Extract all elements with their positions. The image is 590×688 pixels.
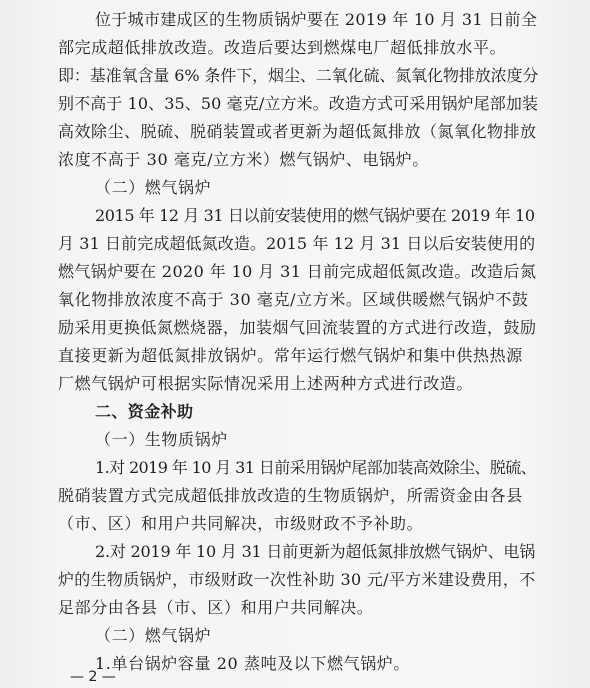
text-line: 位于城市建成区的生物质锅炉要在 2019 年 10 月 31 日前全: [95, 10, 538, 29]
text-line: 励采用更换低氮燃烧器，加装烟气回流装置的方式进行改造，鼓励: [58, 318, 537, 337]
section-heading: （二）燃气锅炉: [95, 626, 212, 645]
text-line: 即：基准氧含量 6% 条件下，烟尘、二氧化硫、氮氧化物排放浓度分: [58, 66, 539, 85]
text-line: 1.单台锅炉容量 20 蒸吨及以下燃气锅炉。: [95, 654, 410, 673]
text-line: （市、区）和用户共同解决，市级财政不予补助。: [58, 514, 424, 533]
text-line: 直接更新为超低氮排放锅炉。常年运行燃气锅炉和集中供热热源: [58, 346, 523, 365]
text-line: 足部分由各县（市、区）和用户共同解决。: [58, 598, 374, 617]
text-line: 浓度不高于 30 毫克/立方米）燃气锅炉、电锅炉。: [58, 150, 429, 169]
text-line: 1.对 2019 年 10 月 31 日前采用锅炉尾部加装高效除尘、脱硫、: [95, 458, 537, 477]
text-line: 氧化物排放浓度不高于 30 毫克/立方米。区域供暖燃气锅炉不鼓: [58, 290, 529, 309]
text-line: 炉的生物质锅炉，市级财政一次性补助 30 元/平方米建设费用，不: [58, 570, 536, 589]
page-number: — 2 —: [70, 669, 116, 685]
text-line: 高效除尘、脱硫、脱硝装置或者更新为超低氮排放（氮氧化物排放: [58, 122, 537, 141]
text-line: 脱硝装置方式完成超低排放改造的生物质锅炉，所需资金由各县: [58, 486, 523, 505]
text-line: 别不高于 10、35、50 毫克/立方米。改造方式可采用锅炉尾部加装: [58, 94, 539, 113]
main-heading: 二、资金补助: [95, 402, 194, 421]
section-heading: （二）燃气锅炉: [95, 178, 212, 197]
text-line: 燃气锅炉要在 2020 年 10 月 31 日前完成超低氮改造。改造后氮: [58, 262, 537, 281]
text-line: 厂燃气锅炉可根据实际情况采用上述两种方式进行改造。: [58, 374, 474, 393]
section-heading: （一）生物质锅炉: [95, 430, 228, 449]
text-line: 部完成超低排放改造。改造后要达到燃煤电厂超低排放水平。: [58, 38, 507, 57]
text-line: 月 31 日前完成超低氮改造。2015 年 12 月 31 日以后安装使用的: [58, 234, 536, 253]
text-line: 2.对 2019 年 10 月 31 日前更新为超低氮排放燃气锅炉、电锅: [95, 542, 536, 561]
text-line: 2015 年 12 月 31 日以前安装使用的燃气锅炉要在 2019 年 10: [95, 206, 535, 225]
